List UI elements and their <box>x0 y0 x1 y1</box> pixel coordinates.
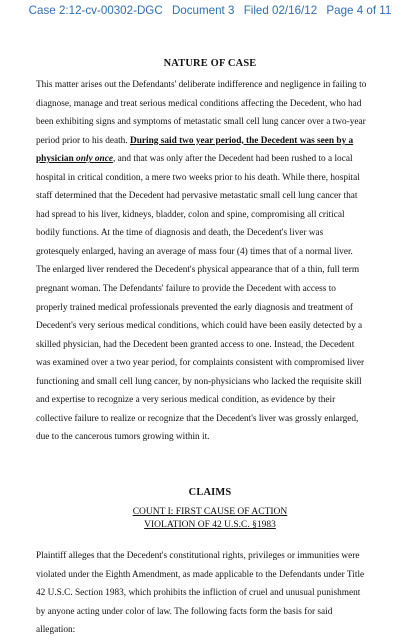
nature-of-case-heading: NATURE OF CASE <box>163 58 257 69</box>
text-line <box>36 150 388 169</box>
text-line: had spread to his liver, kidneys, bladder, colon and spine, compromising all critical <box>36 209 345 220</box>
text-line: The enlarged liver rendered the Decedent's physical appearance that of a thin, full term <box>36 265 360 276</box>
text-line <box>36 132 388 151</box>
nature-of-case-paragraph <box>36 76 388 447</box>
emphasized-text: During said two year period, the Decedent was seen by a <box>129 135 354 146</box>
text-line: This matter arises out the Defendants' deliberate indifference and negligence in failing to <box>36 80 367 90</box>
text-line: functioning and small cell lung cancer, by non-physicians who lacked the requisite skill <box>36 376 362 387</box>
emphasized-text: physician <box>36 154 77 165</box>
text-line: bodily functions. At the time of diagnosis and death, the Decedent's liver was <box>36 228 324 239</box>
text-line: was examined over a two year period, for complaints consistent with compromised liver <box>36 358 365 369</box>
text-line: properly trained medical professionals prevented the early diagnosis and treatment of <box>36 302 354 313</box>
count-title: COUNT I: FIRST CAUSE OF ACTION <box>132 507 288 517</box>
text-line: Decedent's very serious medical conditions, which could have been easily detected by a <box>36 321 363 332</box>
text-line: due to the cancerous tumors growing within it. <box>36 432 210 443</box>
text-line: been exhibiting signs and symptoms of metastatic small cell lung cancer over a two-year <box>36 117 366 128</box>
claims-heading: CLAIMS <box>188 487 232 498</box>
text-line: skilled physician, had the Decedent been granted access to one. Instead, the Decedent <box>36 339 355 350</box>
text-line: violated under the Eighth Amendment, as made applicable to the Defendants under Title <box>36 569 365 580</box>
claims-paragraph <box>36 547 388 640</box>
count-subtitle: VIOLATION OF 42 U.S.C. §1983 <box>144 520 276 530</box>
document-number: Document 3 <box>171 4 235 17</box>
text-line: Plaintiff alleges that the Decedent's constitutional rights, privileges or immunities were <box>36 551 360 561</box>
text-line: 42 U.S.C. Section 1983, which prohibits the infliction of cruel and unusual punishment <box>36 588 361 599</box>
page-number: Page 4 of 11 <box>326 4 392 17</box>
case-header <box>0 4 420 17</box>
filed-date: Filed 02/16/12 <box>243 4 318 17</box>
text-line: pregnant woman. The Defendants' failure to provide the Decedent with access to <box>36 284 336 295</box>
text-segment: , and that was only after the Decedent had been rushed to a local <box>112 154 353 165</box>
case-number: Case 2:12-cv-00302-DGC <box>28 4 163 17</box>
text-line: and expertise to recognize a very serious medical condition, as evidence by their <box>36 395 336 406</box>
text-line: grotesquely enlarged, having an average of mass four (4) times that of a normal liver. <box>36 246 353 257</box>
text-line: collective failure to realize or recognize that the Decedent's liver was grossly enlarged, <box>36 413 359 424</box>
text-line: allegation: <box>36 625 76 636</box>
text-line: by anyone acting under color of law. The following facts form the basis for said <box>36 606 333 617</box>
text-segment: period prior to his death. <box>36 135 130 146</box>
emphasized-italic-text: only once <box>76 154 113 165</box>
text-line: staff determined that the Decedent had pervasive metastatic small cell lung cancer that <box>36 191 358 202</box>
text-line: hospital in critical condition, a mere two weeks prior to his death. While there, hospital <box>36 172 360 183</box>
text-line: diagnose, manage and treat serious medical conditions affecting the Decedent, who had <box>36 98 362 109</box>
